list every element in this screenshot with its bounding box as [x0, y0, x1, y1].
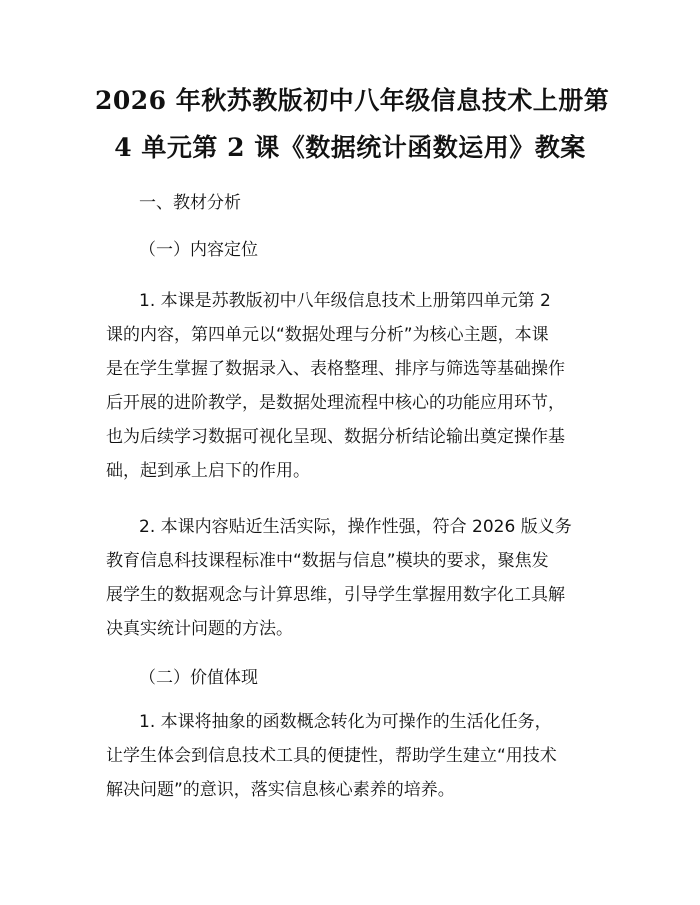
paragraph-2-line: 2. 本课内容贴近生活实际，操作性强，符合 2026 版义务 [139, 517, 572, 537]
section-heading-textbook-analysis: 一、教材分析 [139, 193, 241, 213]
paragraph-3-line: 1. 本课将抽象的函数概念转化为可操作的生活化任务， [139, 712, 552, 732]
paragraph-3-line: 让学生体会到信息技术工具的便捷性，帮助学生建立“用技术 [106, 746, 557, 766]
paragraph-1-line: 是在学生掌握了数据录入、表格整理、排序与筛选等基础操作 [106, 359, 565, 379]
paragraph-1 [106, 284, 604, 488]
document-title-line-2: 4 单元第 2 课《数据统计函数运用》教案 [114, 133, 586, 162]
paragraph-2-line: 展学生的数据观念与计算思维，引导学生掌握用数字化工具解 [106, 585, 565, 605]
paragraph-1-line: 后开展的进阶教学，是数据处理流程中核心的功能应用环节， [106, 393, 565, 413]
document-title-line-1: 2026 年秋苏教版初中八年级信息技术上册第 [95, 86, 610, 115]
paragraph-1-line: 础，起到承上启下的作用。 [106, 461, 310, 481]
paragraph-1-line: 也为后续学习数据可视化呈现、数据分析结论输出奠定操作基 [106, 427, 565, 447]
paragraph-3-line: 解决问题”的意识，落实信息核心素养的培养。 [106, 780, 455, 800]
paragraph-1-line: 1. 本课是苏教版初中八年级信息技术上册第四单元第 2 [139, 291, 551, 311]
subsection-heading-content-positioning: （一）内容定位 [139, 240, 258, 260]
subsection-heading-value-embodiment: （二）价值体现 [139, 668, 258, 688]
paragraph-1-line: 课的内容，第四单元以“数据处理与分析”为核心主题，本课 [106, 325, 549, 345]
paragraph-3 [106, 705, 604, 807]
paragraph-2-line: 教育信息科技课程标准中“数据与信息”模块的要求，聚焦发 [106, 551, 549, 571]
paragraph-2-line: 决真实统计问题的方法。 [106, 619, 293, 639]
paragraph-2 [106, 510, 604, 646]
